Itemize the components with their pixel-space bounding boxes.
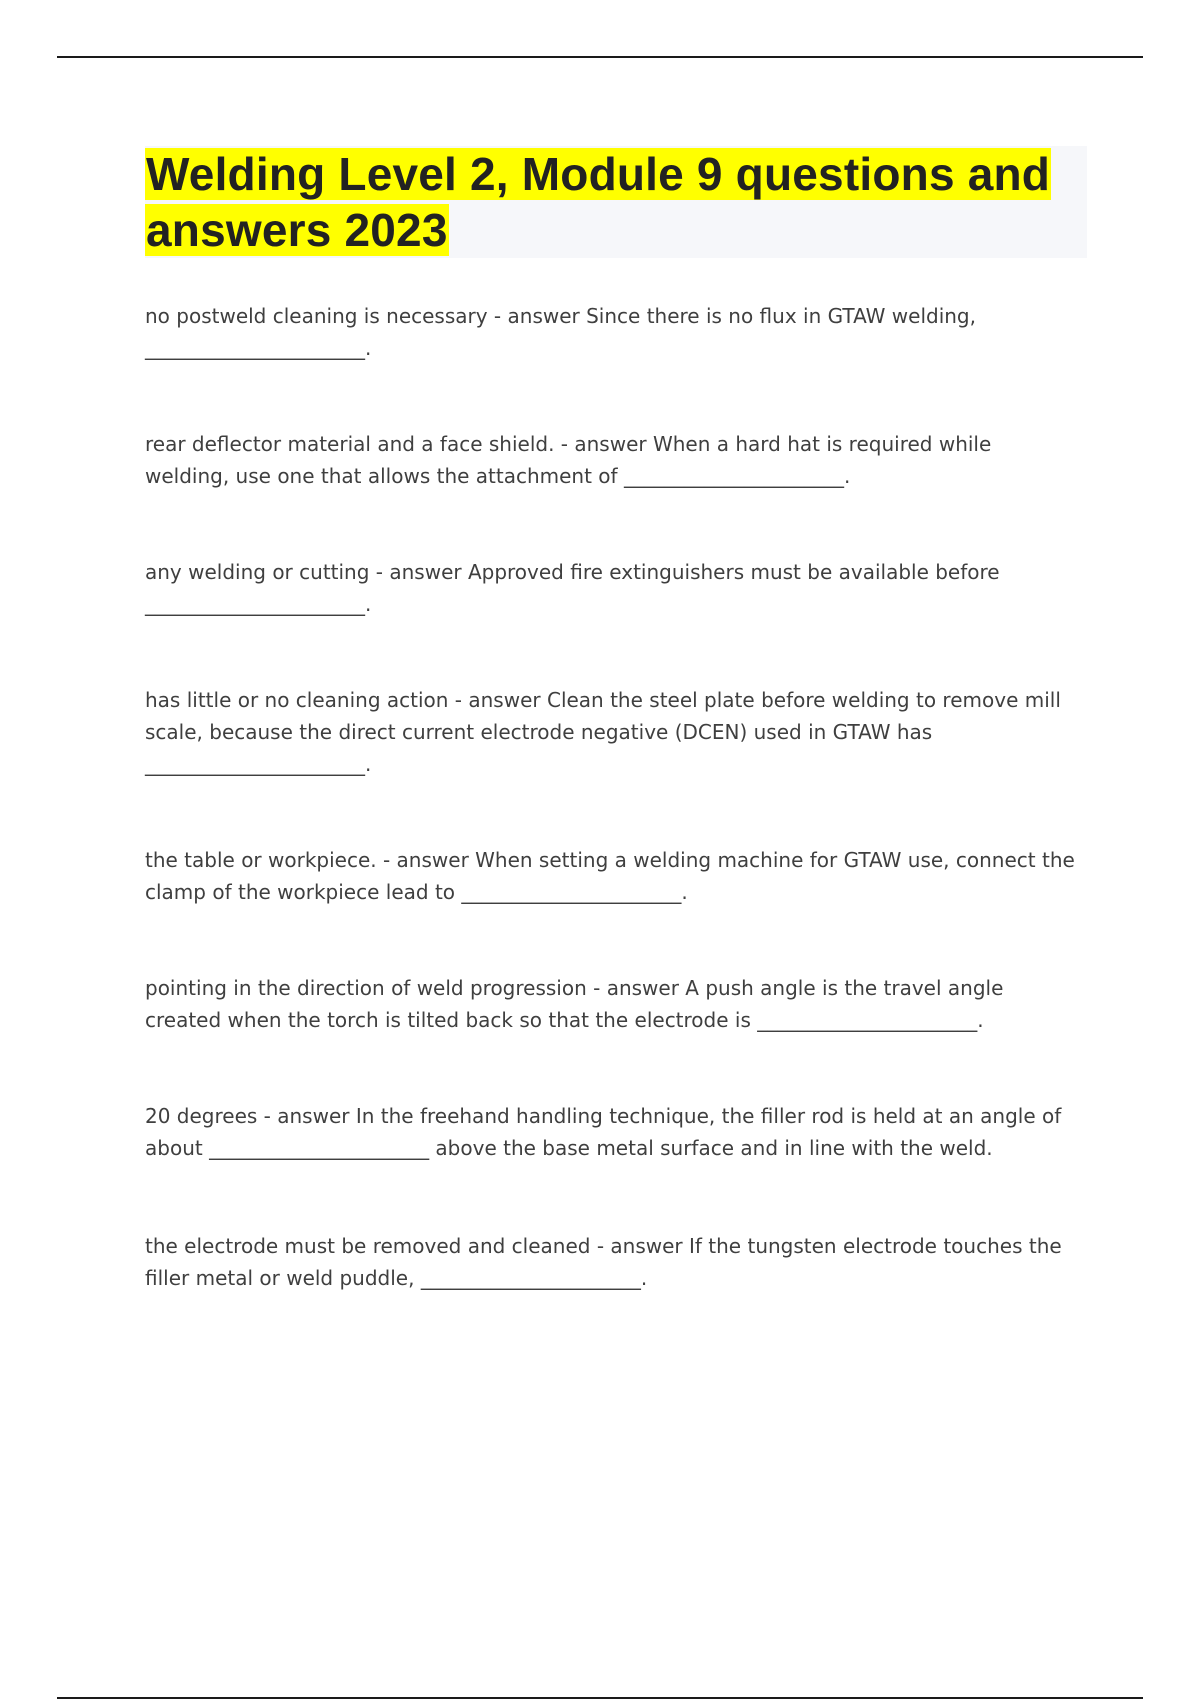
qa-item-1: no postweld cleaning is necessary - answer Since there is no flux in GTAW welding, ______________________.	[145, 304, 976, 360]
qa-item-7: 20 degrees - answer In the freehand handling technique, the filler rod is held at an angle of about ______________________ above the base metal surface and in line with the weld.	[145, 1104, 1062, 1160]
document-title-line-1: Welding Level 2, Module 9 questions and	[146, 148, 1051, 200]
qa-item-6: pointing in the direction of weld progression - answer A push angle is the travel angle created when the torch is tilted back so that the electrode is ______________________.	[145, 976, 1004, 1032]
qa-item-3: any welding or cutting - answer Approved fire extinguishers must be available before ______________________.	[145, 560, 1000, 616]
qa-item-5: the table or workpiece. - answer When setting a welding machine for GTAW use, connect the clamp of the workpiece lead to ______________________.	[145, 848, 1075, 904]
qa-item-8: the electrode must be removed and cleaned - answer If the tungsten electrode touches the filler metal or weld puddle, ______________________.	[145, 1234, 1062, 1290]
bottom-rule	[57, 1697, 1143, 1699]
title-block	[145, 146, 1087, 258]
qa-item-2: rear deflector material and a face shield. - answer When a hard hat is required while welding, use one that allows the attachment of ______________________.	[145, 432, 992, 488]
qa-item-4: has little or no cleaning action - answer Clean the steel plate before welding to remove mill scale, because the direct current electrode negative (DCEN) used in GTAW has ______________________.	[145, 688, 1061, 776]
top-rule	[57, 56, 1143, 58]
document-title	[145, 146, 1087, 258]
document-title-line-2: answers 2023	[146, 204, 448, 256]
